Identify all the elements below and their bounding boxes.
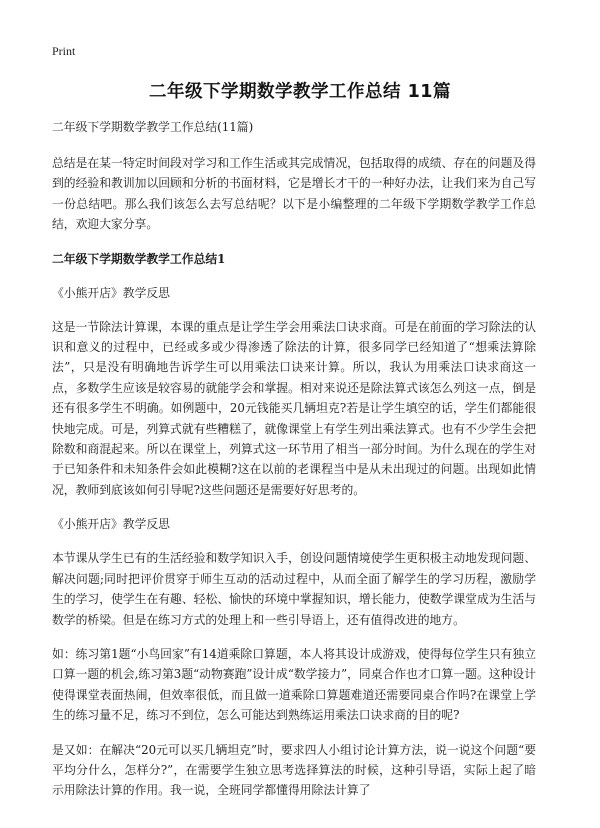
reflection-heading: 《小熊开店》教学反思 bbox=[52, 517, 170, 532]
section-heading: 二年级下学期数学教学工作总结1 bbox=[52, 251, 226, 266]
document-subtitle: 二年级下学期数学教学工作总结(11篇) bbox=[52, 120, 254, 134]
intro-paragraph: 总结是在某一特定时间段对学习和工作生活或其完成情况，包括取得的成绩、存在的问题及得到的经验和教训加以回顾和分析的书面材料，它是增长才干的一种好办法，让我们来为自己写一份总结吧。那么我们该怎么去写总结呢？以下是小编整理的二年级下学期数学教学工作总结，欢迎大家分享。 bbox=[52, 156, 536, 232]
body-paragraph: 本节课从学生已有的生活经验和数学知识入手，创设问题情境使学生更积极主动地发现问题、解决问题;同时把评价贯穿于师生互动的活动过程中，从而全面了解学生的学习历程，激励学生的学习，使学生在有趣、轻松、愉快的环境中掌握知识，增长能力，使数学课堂成为生活与数学的桥梁。但是在练习方式的处理上和一些引导语上，还有值得改进的地方。 bbox=[52, 551, 536, 627]
page-title: 二年级下学期数学教学工作总结 11篇 bbox=[149, 82, 451, 102]
document-body bbox=[52, 117, 536, 815]
body-paragraph: 是又如：在解决“20元可以买几辆坦克”时，要求四人小组讨论计算方法，说一说这个问题“要平均分什么，怎样分?”，在需要学生独立思考选择算法的时候，这种引导语，实际上起了暗示用除法计算的作用。我一说，全班同学都懂得用除法计算了 bbox=[52, 742, 536, 798]
body-paragraph: 如：练习第1题“小鸟回家”有14道乘除口算题，本人将其设计成游戏，使得每位学生只有独立口算一题的机会,练习第3题“动物赛跑”设计成“数学接力”，同桌合作也才口算一题。这种设计使得课堂表面热闹，但效率很低，而且做一道乘除口算题难道还需要同桌合作吗?在课堂上学生的练习量不足，练习不到位，怎么可能达到熟练运用乘法口诀求商的目的呢? bbox=[52, 646, 536, 723]
print-link[interactable]: Print bbox=[52, 44, 76, 58]
body-paragraph: 这是一节除法计算课，本课的重点是让学生学会用乘法口诀求商。可是在前面的学习除法的认识和意义的过程中，已经或多或少得渗透了除法的计算，很多同学已经知道了“想乘法算除法”，只是没有明确地告诉学生可以用乘法口诀来计算。所以，我认为用乘法口诀求商这一点，多数学生应该是较容易的就能学会和掌握。相对来说还是除法算式该怎么列这一点，倒是还有很多学生不明确。如例题中，20元钱能买几辆坦克?若是让学生填空的话，学生们都能很快地完成。可是，列算式就有些糟糕了，就像课堂上有学生列出乘法算式。也有不少学生会把除数和商混起来。所以在课堂上，列算式这一环节用了相当一部分时间。为什么现在的学生对于已知条件和未知条件会如此模糊?这在以前的老课程当中是从未出现过的问题。出现如此情况，教师到底该如何引导呢?这些问题还是需要好好思考的。 bbox=[52, 319, 536, 497]
reflection-heading: 《小熊开店》教学反思 bbox=[52, 285, 170, 300]
